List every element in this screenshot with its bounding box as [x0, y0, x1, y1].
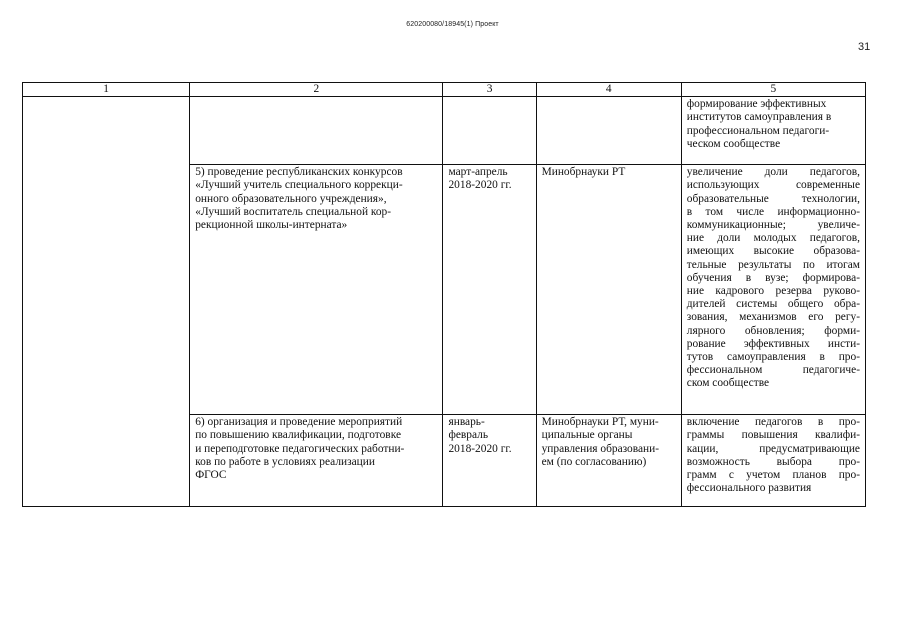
table-cell: [443, 97, 536, 165]
cell-line: и переподготовке педагогических работни-: [195, 442, 405, 455]
cell-line: коммуникационные; увеличе-: [686, 219, 860, 232]
cell-line: 5) проведение республиканских конкурсов: [195, 166, 403, 179]
cell-line: ем (по согласованию): [541, 455, 647, 468]
responsible-cell: [536, 165, 681, 415]
cell-line: кации, предусматривающие: [686, 442, 860, 455]
column-header: 3: [443, 83, 536, 97]
cell-line: Минобрнауки РТ: [541, 166, 626, 179]
result-cell: [681, 165, 865, 415]
cell-line: 2018-2020 гг.: [448, 442, 512, 455]
cell-line: ском сообществе: [686, 377, 770, 390]
table-row: [23, 97, 866, 165]
cell-line: ческом сообществе: [686, 137, 781, 150]
cell-line: грамм с учетом планов про-: [686, 469, 860, 482]
table-cell: [190, 97, 443, 165]
cell-line: дителей системы общего обра-: [686, 298, 860, 311]
cell-line: «Лучший учитель специального коррекци-: [195, 179, 403, 192]
cell-line: январь-: [448, 416, 485, 429]
cell-line: онного образовательного учреждения»,: [195, 192, 387, 205]
cell-line: 2018-2020 гг.: [448, 179, 512, 192]
cell-line: профессиональном педагоги-: [686, 124, 830, 137]
cell-line: по повышению квалификации, подготовке: [195, 429, 401, 442]
cell-line: 6) организация и проведение мероприятий: [195, 416, 403, 429]
activity-cell: [190, 415, 443, 507]
table-cell: [536, 97, 681, 165]
plan-table: [22, 82, 866, 507]
cell-line: тутов самоуправления в про-: [686, 351, 860, 364]
column-header: 2: [190, 83, 443, 97]
cell-line: ципальные органы: [541, 429, 633, 442]
cell-line: управления образовани-: [541, 442, 660, 455]
document-id: 620200080/18945(1) Проект: [406, 21, 499, 28]
cell-line: рекционной школы-интерната»: [195, 219, 348, 232]
cell-line: институтов самоуправления в: [686, 111, 832, 124]
cell-line: ние кадрового резерва руково-: [686, 285, 860, 298]
result-cell: [681, 415, 865, 507]
cell-line: в том числе информационно-: [686, 205, 860, 218]
period-cell: [443, 415, 536, 507]
cell-line: фессиональном педагогичe-: [686, 364, 860, 377]
column-header: 1: [23, 83, 190, 97]
cell-line: обучения в вузе; формирова-: [686, 271, 860, 284]
cell-line: февраль: [448, 429, 489, 442]
cell-line: граммы повышения квалифи-: [686, 429, 860, 442]
cell-line: ФГОС: [195, 469, 227, 482]
cell-line: Минобрнауки РТ, муни-: [541, 416, 659, 429]
cell-line: тельные результаты по итогам: [686, 258, 860, 271]
cell-line: фессионального развития: [686, 482, 812, 495]
responsible-cell: [536, 415, 681, 507]
cell-line: увеличение доли педагогов,: [686, 166, 860, 179]
cell-line: «Лучший воспитатель специальной кор-: [195, 205, 392, 218]
cell-line: март-апрель: [448, 166, 508, 179]
cell-line: рование эффективных инсти-: [686, 337, 860, 350]
column-header: 5: [681, 83, 865, 97]
table-cell: [23, 97, 190, 507]
result-cell: [681, 97, 865, 165]
cell-line: имеющих высокие образова-: [686, 245, 860, 258]
cell-line: возможность выбора про-: [686, 455, 860, 468]
cell-line: лярного обновления; форми-: [686, 324, 860, 337]
cell-line: ние доли молодых педагогов,: [686, 232, 860, 245]
cell-line: включение педагогов в про-: [686, 416, 860, 429]
cell-line: формирование эффективных: [686, 98, 827, 111]
cell-line: использующих современные: [686, 179, 860, 192]
cell-line: образовательные технологии,: [686, 192, 860, 205]
cell-line: ков по работе в условиях реализации: [195, 455, 375, 468]
column-header: 4: [536, 83, 681, 97]
table-header-row: [23, 83, 866, 97]
period-cell: [443, 165, 536, 415]
page-number: 31: [858, 41, 871, 53]
activity-cell: [190, 165, 443, 415]
cell-line: зования, механизмов его регу-: [686, 311, 860, 324]
